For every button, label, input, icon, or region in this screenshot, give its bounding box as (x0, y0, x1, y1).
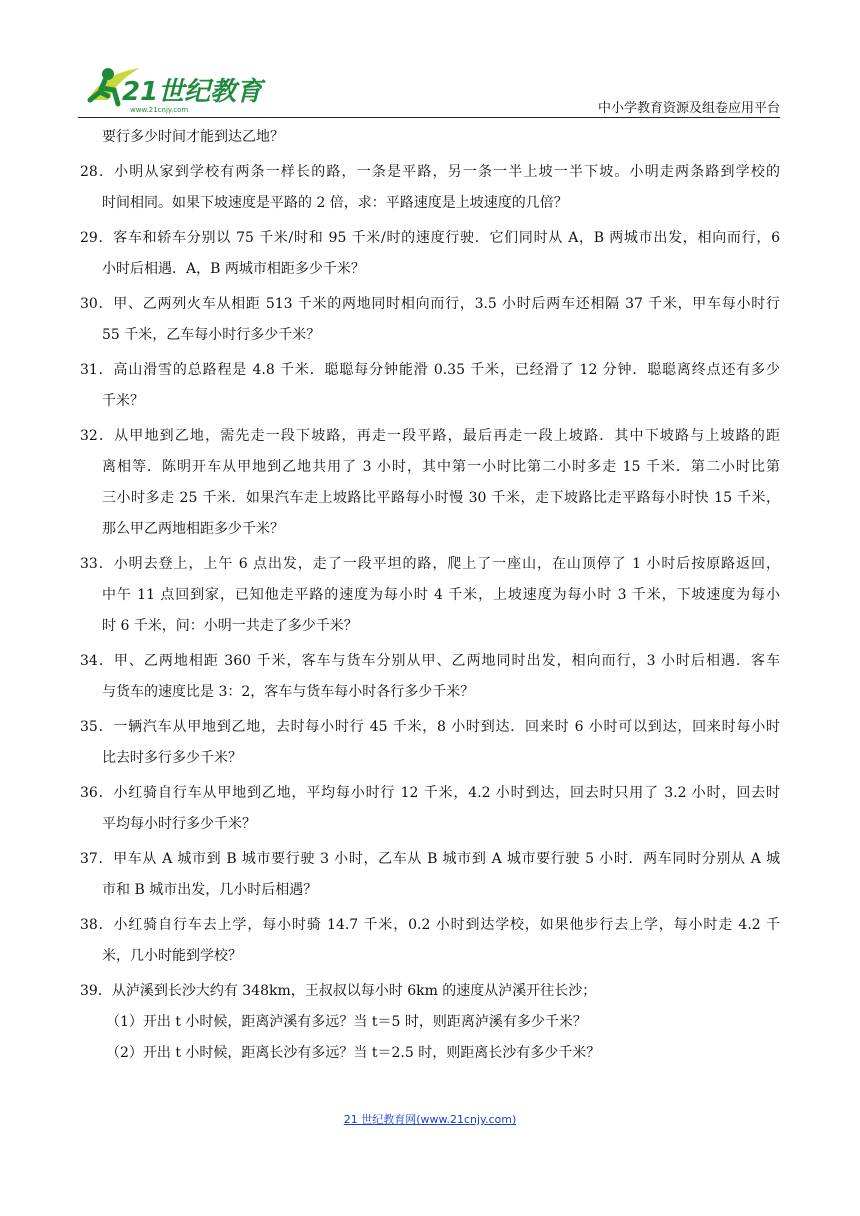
question-line: 千米？ (102, 393, 144, 409)
logo-21cnjy (78, 60, 278, 116)
question-line: 离相等．陈明开车从甲地到乙地共用了 3 小时，其中第一小时比第二小时多走 15 千米．第二小时比第 (102, 459, 780, 475)
question-line: 34．甲、乙两地相距 360 千米，客车与货车分别从甲、乙两地同时出发，相向而行，3 小时后相遇．客车 (80, 653, 780, 669)
question-line: 市和 B 城市出发，几小时后相遇？ (102, 882, 318, 898)
question-line: 小时后相遇．A，B 两城市相距多少千米？ (102, 261, 365, 277)
question-line: 36．小红骑自行车从甲地到乙地，平均每小时行 12 千米，4.2 小时到达，回去时只用了 3.2 小时，回去时 (80, 785, 780, 801)
question-line: 要行多少时间才能到达乙地？ (102, 129, 284, 145)
question-list (80, 122, 780, 1069)
question-line: 35．一辆汽车从甲地到乙地，去时每小时行 45 千米，8 小时到达．回来时 6 小时可以到达，回来时每小时 (80, 719, 780, 735)
question-line: 29．客车和轿车分别以 75 千米/时和 95 千米/时的速度行驶．它们同时从 A，B 两城市出发，相向而行，6 (80, 230, 780, 246)
question-line: 时间相同。如果下坡速度是平路的 2 倍，求：平路速度是上坡速度的几倍？ (102, 195, 568, 211)
question-line: 28．小明从家到学校有两条一样长的路，一条是平路，另一条一半上坡一半下坡。小明走两条路到学校的 (80, 164, 780, 180)
question-line: 那么甲乙两地相距多少千米？ (102, 521, 284, 537)
question-line: 时 6 千米，问：小明一共走了多少千米？ (102, 618, 358, 634)
question-line: 37．甲车从 A 城市到 B 城市要行驶 3 小时，乙车从 B 城市到 A 城市要行驶 5 小时．两车同时分别从 A 城 (80, 851, 780, 867)
sub-question-line: （2）开出 t 小时候，距离长沙有多远？当 t＝2.5 时，则距离长沙有多少千米？ (106, 1045, 601, 1061)
question-line: 与货车的速度比是 3：2，客车与货车每小时各行多少千米？ (102, 684, 475, 700)
question-line: 米，几小时能到学校？ (102, 948, 242, 964)
header-divider (78, 117, 780, 118)
footer-link[interactable]: 21 世纪教育网(www.21cnjy.com) (343, 1113, 517, 1126)
question-line: 32．从甲地到乙地，需先走一段下坡路，再走一段平路，最后再走一段上坡路．其中下坡路与上坡路的距 (80, 428, 780, 444)
question-line: 三小时多走 25 千米．如果汽车走上坡路比平路每小时慢 30 千米，走下坡路比走平路每小时快 15 千米， (102, 490, 780, 506)
sub-question-line: （1）开出 t 小时候，距离泸溪有多远？当 t＝5 时，则距离泸溪有多少千米？ (106, 1014, 587, 1030)
question-line: 55 千米，乙车每小时行多少千米？ (102, 327, 321, 343)
question-line: 中午 11 点回到家，已知他走平路的速度为每小时 4 千米，上坡速度为每小时 3 千米，下坡速度为每小 (102, 587, 780, 603)
question-line: 39．从泸溪到长沙大约有 348km，王叔叔以每小时 6km 的速度从泸溪开往长沙； (80, 983, 597, 999)
question-line: 38．小红骑自行车去上学，每小时骑 14.7 千米，0.2 小时到达学校，如果他步行去上学，每小时走 4.2 千 (80, 917, 780, 933)
page-footer (0, 1111, 860, 1127)
question-line: 比去时多行多少千米？ (102, 750, 242, 766)
logo-url: www.21cnjy.com (130, 106, 189, 114)
question-line: 33．小明去登上，上午 6 点出发，走了一段平坦的路，爬上了一座山，在山顶停了 1 小时后按原路返回， (80, 556, 780, 572)
question-line: 31．高山滑雪的总路程是 4.8 千米．聪聪每分钟能滑 0.35 千米，已经滑了 12 分钟．聪聪离终点还有多少 (80, 362, 780, 378)
logo-text: 21世纪教育 (122, 77, 263, 107)
platform-name: 中小学教育资源及组卷应用平台 (597, 101, 780, 116)
question-line: 30．甲、乙两列火车从相距 513 千米的两地同时相向而行，3.5 小时后两车还相隔 37 千米，甲车每小时行 (80, 296, 780, 312)
page-header (78, 60, 780, 118)
question-line: 平均每小时行多少千米？ (102, 816, 256, 832)
